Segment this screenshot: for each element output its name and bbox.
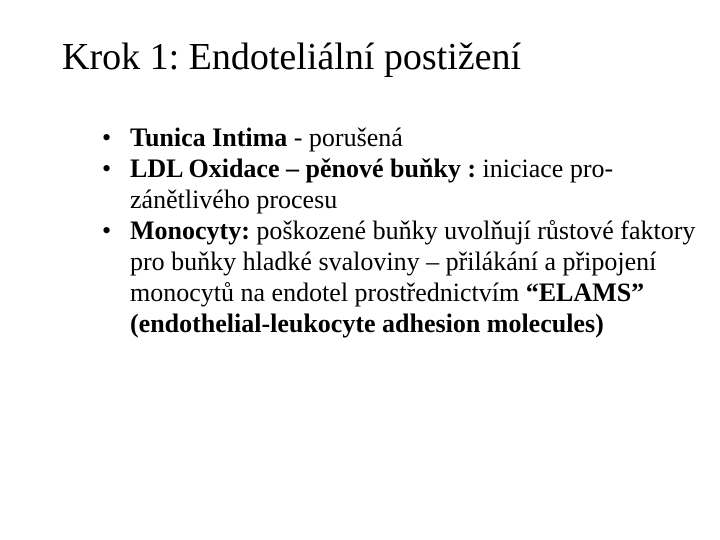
bullet-item-monocyty [100, 215, 700, 339]
bullet-item-ldl-oxidace [100, 153, 700, 215]
bullet-item-tunica-intima [100, 122, 700, 153]
bullet-dot-icon: • [102, 154, 112, 183]
bullet-text: - porušená [287, 123, 403, 152]
bullet-term: Tunica Intima [130, 123, 288, 152]
bullet-text: iniciace pro-zánětlivého procesu [130, 154, 614, 214]
bullet-list [100, 122, 700, 339]
slide-title: Krok 1: Endoteliální postižení [62, 36, 522, 78]
bullet-text: poškozené buňky uvolňují růstové faktory pro buňky hladké svaloviny – přilákání a připojení monocytů na endotel prostřednictvím [130, 216, 696, 307]
bullet-dot-icon: • [102, 216, 112, 245]
bullet-term: LDL Oxidace – pěnové buňky : [130, 154, 477, 183]
bullet-term: Monocyty: [130, 216, 250, 245]
bullet-term-elams: “ELAMS” (endothelial-leukocyte adhesion molecules) [130, 278, 645, 338]
bullet-dot-icon: • [102, 123, 112, 152]
